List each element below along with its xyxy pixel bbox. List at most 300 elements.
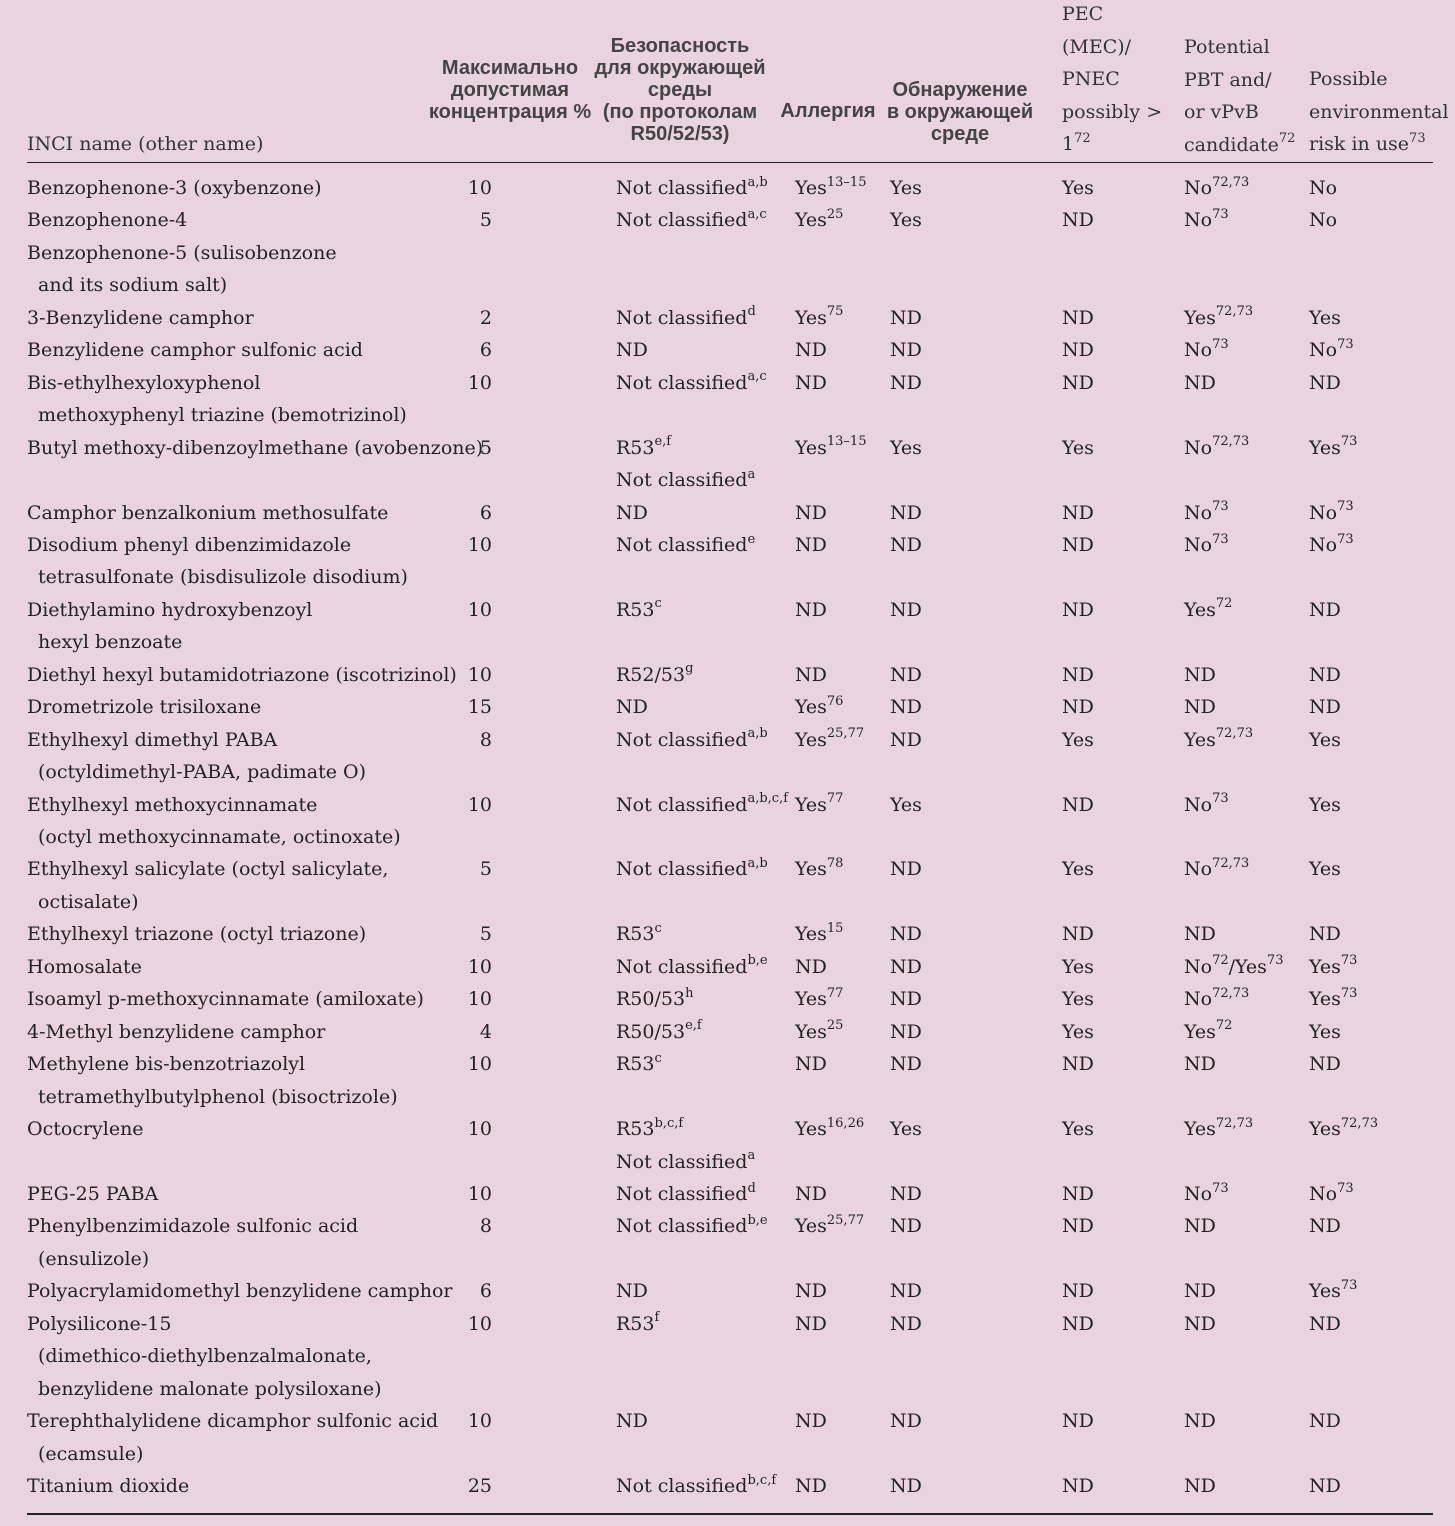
allergy-value: ND	[795, 1410, 827, 1433]
cell-max-concentration: 6	[479, 339, 492, 362]
inci-name-line: Benzophenone-4	[27, 209, 188, 232]
table-row	[0, 853, 1455, 918]
cell-inci-name	[27, 367, 407, 432]
cell-pec-pnec: Yes	[1062, 988, 1094, 1011]
env-safety-line	[616, 464, 755, 497]
cell-allergy	[795, 529, 827, 562]
cell-max-concentration: 10	[467, 663, 492, 686]
cell-allergy	[795, 1178, 827, 1211]
inci-name-line: (octyl methoxycinnamate, octinoxate)	[38, 826, 401, 848]
cell-env-risk	[1309, 529, 1354, 562]
env-risk-value: Yes	[1309, 306, 1341, 329]
cell-allergy	[795, 1405, 827, 1438]
header-pbt-line: Potential	[1184, 36, 1270, 58]
env-risk-value: Yes	[1309, 436, 1341, 459]
cell-max-concentration: 5	[479, 436, 492, 459]
cell-detection: ND	[890, 306, 922, 329]
cell-max-concentration: 8	[479, 728, 492, 751]
inci-name-line: Ethylhexyl methoxycinnamate	[27, 793, 318, 816]
table-row	[0, 1405, 1455, 1470]
cell-max-concentration: 10	[467, 955, 492, 978]
pbt-ref: 72	[1215, 596, 1233, 612]
env-risk-value: No	[1309, 501, 1338, 524]
cell-env-risk	[1309, 659, 1341, 692]
env-safety-value: R53	[616, 598, 655, 621]
cell-pec-pnec: Yes	[1062, 1118, 1094, 1141]
inci-name-line: PEG-25 PABA	[27, 1183, 159, 1205]
env-risk-value: ND	[1309, 1053, 1341, 1076]
cell-inci-name	[27, 918, 366, 951]
cell-detection: ND	[890, 1312, 922, 1335]
cell-pec-pnec: ND	[1062, 1475, 1094, 1497]
env-risk-value: Yes	[1309, 728, 1341, 751]
env-safety-value: Not classified	[616, 177, 748, 199]
cell-max-concentration: 5	[479, 209, 492, 232]
table-row	[0, 1210, 1455, 1275]
pbt-value: ND	[1184, 1215, 1216, 1238]
cell-pec-pnec: ND	[1062, 696, 1094, 719]
inci-name-line: Disodium phenyl dibenzimidazole	[27, 533, 352, 556]
allergy-ref: 76	[826, 693, 844, 709]
pbt-value: ND	[1184, 696, 1216, 719]
env-safety-value: Not classified	[616, 858, 748, 881]
pbt-value: No	[1184, 436, 1213, 459]
allergy-ref: 78	[826, 856, 844, 872]
cell-env-safety	[616, 1113, 755, 1178]
env-risk-value: Yes	[1309, 1118, 1341, 1141]
header-pbt-line: PBT and/	[1184, 68, 1272, 91]
inci-name-line: Octocrylene	[27, 1118, 144, 1141]
cell-allergy	[795, 1048, 827, 1081]
pbt-value: ND	[1184, 1410, 1216, 1433]
env-safety-value: Not classified	[616, 371, 748, 394]
env-risk-value: Yes	[1309, 955, 1341, 978]
cell-pec-pnec: ND	[1062, 1053, 1094, 1076]
env-safety-value: Not classified	[616, 1215, 748, 1238]
table-row	[0, 691, 1455, 724]
pbt-value: ND	[1184, 1280, 1216, 1303]
inci-name-line: Titanium dioxide	[27, 1475, 190, 1497]
cell-env-safety	[616, 918, 662, 951]
env-risk-value: No	[1309, 1183, 1338, 1205]
cell-max-concentration: 6	[479, 501, 492, 524]
cell-env-risk	[1309, 204, 1337, 237]
allergy-ref: 25	[826, 1018, 844, 1034]
header-risk	[1309, 63, 1449, 161]
header-env-safety	[592, 35, 768, 145]
allergy-ref: 25,77	[826, 726, 865, 742]
allergy-value: Yes	[795, 1020, 827, 1043]
env-safety-ref: e	[747, 531, 756, 547]
cell-pec-pnec: ND	[1062, 306, 1094, 329]
env-safety-ref: b,e	[747, 1213, 768, 1229]
pbt-value: No	[1184, 209, 1213, 232]
cell-allergy	[795, 432, 866, 465]
cell-pbt	[1184, 594, 1232, 627]
pbt-value: No	[1184, 177, 1213, 199]
env-risk-value: Yes	[1309, 1280, 1341, 1303]
pbt-value: Yes	[1184, 728, 1216, 751]
allergy-ref: 16,26	[826, 1115, 865, 1131]
cell-allergy	[795, 691, 843, 724]
cell-pbt	[1184, 529, 1229, 562]
pbt-ref: 73	[1212, 531, 1229, 547]
allergy-value: Yes	[795, 696, 827, 719]
env-safety-line	[616, 1146, 755, 1179]
header-detection-line: в окружающей	[886, 101, 1034, 123]
env-safety-line	[616, 529, 755, 562]
allergy-value: ND	[795, 1053, 827, 1076]
cell-env-risk	[1309, 951, 1357, 984]
cell-inci-name	[27, 1016, 325, 1049]
cell-env-risk	[1309, 367, 1341, 400]
env-safety-line	[616, 789, 788, 822]
cell-env-safety	[616, 1275, 648, 1308]
cell-max-concentration: 25	[467, 1475, 492, 1497]
cell-detection: Yes	[890, 1118, 922, 1141]
env-safety-value: Not classified	[616, 209, 748, 232]
table-row	[0, 1178, 1455, 1211]
header-pbt	[1184, 31, 1295, 161]
pbt-ref: 73	[1212, 207, 1229, 223]
cell-allergy	[795, 853, 843, 886]
env-safety-value: Not classified	[616, 1183, 748, 1205]
allergy-value: Yes	[795, 436, 827, 459]
allergy-value: Yes	[795, 793, 827, 816]
cell-max-concentration: 10	[467, 1410, 492, 1433]
pbt-ref: 73	[1212, 1180, 1229, 1196]
cell-env-safety	[616, 853, 768, 886]
cell-pbt	[1184, 951, 1283, 984]
env-safety-value: Not classified	[616, 306, 748, 329]
header-pbt-line: or vPvB	[1184, 101, 1259, 123]
env-safety-line	[616, 853, 768, 886]
pbt-value: No	[1184, 793, 1213, 816]
cell-inci-name	[27, 1405, 438, 1470]
pbt-value: No	[1184, 858, 1213, 881]
cell-max-concentration: 10	[467, 533, 492, 556]
cell-inci-name	[27, 237, 337, 302]
header-max-conc-line: Максимально	[441, 57, 579, 79]
allergy-value: ND	[795, 371, 827, 394]
env-safety-value: R52/53	[616, 663, 686, 686]
pbt-value: No	[1184, 533, 1213, 556]
pbt-value: No	[1184, 1183, 1213, 1205]
cell-inci-name	[27, 334, 363, 367]
env-safety-line	[616, 1470, 776, 1503]
pbt-value: /Yes	[1228, 955, 1267, 978]
pbt-ref: 73	[1266, 953, 1284, 969]
env-risk-ref: 73	[1337, 499, 1354, 515]
cell-inci-name	[27, 302, 254, 335]
env-safety-value: Not classified	[616, 793, 748, 816]
header-pec-line: (MEC)/	[1062, 35, 1132, 58]
header-risk-line: Possible	[1309, 68, 1388, 90]
cell-pbt	[1184, 432, 1249, 465]
cell-env-safety	[616, 204, 767, 237]
pbt-ref: 73	[1212, 336, 1229, 352]
pbt-value: Yes	[1184, 1020, 1216, 1043]
inci-name-line: Diethylamino hydroxybenzoyl	[27, 598, 313, 621]
table-row	[0, 951, 1455, 984]
cell-inci-name	[27, 172, 322, 205]
table-row	[0, 237, 1455, 302]
env-safety-ref: a,b	[747, 856, 768, 872]
cell-max-concentration: 10	[467, 988, 492, 1011]
env-safety-ref: a,b	[747, 726, 768, 742]
table-row	[0, 172, 1455, 205]
env-risk-value: No	[1309, 177, 1338, 199]
cell-pbt	[1184, 1470, 1216, 1503]
inci-name-line: Benzophenone-5 (sulisobenzone	[27, 241, 337, 264]
cell-pec-pnec: ND	[1062, 923, 1094, 946]
cell-env-risk	[1309, 983, 1357, 1016]
cell-max-concentration: 10	[467, 177, 492, 199]
cell-pbt	[1184, 1113, 1253, 1146]
env-safety-value: R53	[616, 1312, 655, 1335]
cell-max-concentration: 10	[467, 1118, 492, 1141]
allergy-value: Yes	[795, 177, 827, 199]
cell-env-risk	[1309, 853, 1341, 886]
cell-pec-pnec: ND	[1062, 209, 1094, 232]
header-env-safety-line: Безопасность	[610, 35, 750, 57]
env-risk-value: ND	[1309, 598, 1341, 621]
pbt-ref: 72,73	[1215, 304, 1254, 320]
header-env-safety-line: (по протоколам	[602, 101, 758, 123]
cell-allergy	[795, 983, 843, 1016]
cell-inci-name	[27, 853, 388, 918]
env-safety-ref: e,f	[685, 1018, 702, 1034]
cell-detection: ND	[890, 1020, 922, 1043]
env-safety-value: ND	[616, 1410, 648, 1433]
header-env-safety-line: для окружающей	[594, 57, 766, 79]
inci-name-line: Terephthalylidene dicamphor sulfonic acid	[27, 1410, 439, 1433]
env-risk-ref: 72,73	[1340, 1115, 1379, 1131]
cell-pbt	[1184, 853, 1249, 886]
pbt-ref: 73	[1212, 499, 1229, 515]
env-safety-value: Not classified	[616, 955, 748, 978]
cell-allergy	[795, 594, 827, 627]
env-risk-ref: 73	[1337, 1180, 1354, 1196]
env-safety-value: Not classified	[616, 728, 748, 751]
header-pec-line: PNEC	[1062, 68, 1120, 90]
cell-inci-name	[27, 691, 261, 724]
env-safety-ref: g	[685, 661, 694, 677]
cell-pbt	[1184, 1275, 1216, 1308]
cell-detection: Yes	[890, 209, 922, 232]
cell-env-risk	[1309, 1048, 1341, 1081]
env-safety-value: ND	[616, 696, 648, 719]
header-inci-name: INCI name (other name)	[27, 133, 264, 155]
cell-inci-name	[27, 1275, 453, 1308]
env-safety-line	[616, 691, 648, 724]
cell-detection: ND	[890, 988, 922, 1011]
env-safety-line	[616, 983, 693, 1016]
header-pec-ref: 72	[1074, 130, 1091, 146]
header-pbt-line	[1184, 129, 1295, 162]
pbt-ref: 73	[1212, 791, 1229, 807]
pbt-value: No	[1184, 988, 1213, 1011]
allergy-value: ND	[795, 1475, 827, 1497]
header-pec-line: possibly >	[1062, 100, 1163, 123]
cell-max-concentration: 10	[467, 1053, 492, 1076]
env-safety-value: Not classified	[616, 469, 748, 492]
cell-env-risk	[1309, 302, 1341, 335]
cell-allergy	[795, 302, 843, 335]
allergy-value: ND	[795, 339, 827, 362]
env-safety-value: R53	[616, 436, 655, 459]
inci-name-line: (ecamsule)	[38, 1442, 144, 1465]
pbt-ref: 72,73	[1212, 856, 1250, 872]
cell-allergy	[795, 724, 864, 757]
table-row	[0, 302, 1455, 335]
cell-env-risk	[1309, 1405, 1341, 1438]
cell-pbt	[1184, 1308, 1216, 1341]
cell-pec-pnec: ND	[1062, 533, 1094, 556]
cell-max-concentration: 15	[467, 696, 492, 719]
env-safety-line	[616, 1275, 648, 1308]
cell-pbt	[1184, 204, 1229, 237]
env-risk-value: No	[1309, 533, 1338, 556]
pbt-value: Yes	[1184, 1118, 1216, 1141]
cell-pec-pnec: ND	[1062, 1215, 1094, 1238]
table-row	[0, 1470, 1455, 1503]
header-pbt-ref: 72	[1278, 131, 1296, 147]
cell-detection: ND	[890, 1053, 922, 1076]
cell-pbt	[1184, 918, 1216, 951]
cell-env-safety	[616, 529, 755, 562]
cell-env-safety	[616, 789, 788, 822]
env-safety-ref: a,c	[747, 369, 767, 385]
inci-name-line: 4-Methyl benzylidene camphor	[27, 1020, 326, 1043]
env-safety-line	[616, 724, 768, 757]
cell-inci-name	[27, 1048, 398, 1113]
env-safety-line	[616, 1308, 659, 1341]
cell-pbt	[1184, 1048, 1216, 1081]
inci-name-line: Benzylidene camphor sulfonic acid	[27, 339, 363, 362]
cell-inci-name	[27, 594, 312, 659]
cell-inci-name	[27, 1178, 158, 1211]
env-safety-line	[616, 1016, 702, 1049]
cell-allergy	[795, 1210, 864, 1243]
inci-name-line: Camphor benzalkonium methosulfate	[27, 501, 389, 524]
cell-pbt	[1184, 367, 1216, 400]
table-row	[0, 529, 1455, 594]
table-row	[0, 367, 1455, 432]
cell-env-risk	[1309, 789, 1341, 822]
allergy-ref: 25,77	[826, 1213, 865, 1229]
pbt-ref: 72,73	[1215, 726, 1254, 742]
table-row	[0, 204, 1455, 237]
header-allergy: Аллергия	[780, 100, 876, 122]
header-risk-line	[1309, 128, 1449, 161]
cell-max-concentration: 6	[479, 1280, 492, 1303]
cell-detection: Yes	[890, 177, 922, 199]
cell-env-safety	[616, 172, 768, 205]
env-safety-line	[616, 302, 756, 335]
allergy-value: Yes	[795, 1118, 827, 1141]
env-safety-ref: d	[747, 1180, 756, 1196]
cell-pec-pnec: ND	[1062, 598, 1094, 621]
cell-allergy	[795, 497, 827, 530]
header-pec-value: 1	[1062, 133, 1075, 155]
cell-detection: ND	[890, 1410, 922, 1433]
cell-detection: ND	[890, 696, 922, 719]
env-risk-value: Yes	[1309, 988, 1341, 1011]
inci-name-line: Polyacrylamidomethyl benzylidene camphor	[27, 1280, 453, 1303]
cell-detection: ND	[890, 1183, 922, 1205]
cell-allergy	[795, 789, 843, 822]
cell-env-risk	[1309, 691, 1341, 724]
cell-env-safety	[616, 1048, 662, 1081]
env-safety-line	[616, 1113, 755, 1146]
env-safety-value: Not classified	[616, 1475, 748, 1497]
env-safety-ref: b,c,f	[747, 1472, 777, 1488]
cell-allergy	[795, 1308, 827, 1341]
table-row	[0, 918, 1455, 951]
header-risk-ref: 73	[1409, 130, 1426, 146]
cell-inci-name	[27, 983, 424, 1016]
cell-allergy	[795, 659, 827, 692]
cell-env-safety	[616, 724, 768, 757]
allergy-value: ND	[795, 501, 827, 524]
inci-name-line: methoxyphenyl triazine (bemotrizinol)	[38, 404, 407, 427]
env-safety-line	[616, 1210, 768, 1243]
pbt-value: ND	[1184, 663, 1216, 686]
cell-pec-pnec: ND	[1062, 1280, 1094, 1303]
cell-pbt	[1184, 724, 1253, 757]
inci-name-line: hexyl benzoate	[38, 631, 183, 654]
env-safety-line	[616, 1178, 756, 1211]
cell-detection: ND	[890, 728, 922, 751]
inci-name-line: (ensulizole)	[38, 1247, 150, 1270]
env-safety-line	[616, 1405, 648, 1438]
cell-pbt	[1184, 334, 1229, 367]
cell-pbt	[1184, 172, 1249, 205]
env-safety-line	[616, 594, 662, 627]
cell-pbt	[1184, 497, 1229, 530]
env-risk-value: ND	[1309, 1410, 1341, 1433]
cell-max-concentration: 4	[479, 1020, 492, 1043]
cell-detection: ND	[890, 339, 922, 362]
cell-pec-pnec: Yes	[1062, 955, 1094, 978]
cell-max-concentration: 8	[479, 1215, 492, 1238]
cell-inci-name	[27, 1113, 144, 1146]
cell-env-safety	[616, 367, 767, 400]
inci-name-line: Ethylhexyl dimethyl PABA	[27, 728, 278, 751]
cell-pec-pnec: Yes	[1062, 177, 1094, 199]
header-risk-line: environmental	[1309, 100, 1449, 123]
cell-pbt	[1184, 1178, 1229, 1211]
cell-pec-pnec: Yes	[1062, 728, 1094, 751]
env-risk-value: No	[1309, 339, 1338, 362]
inci-name-line: Isoamyl p-methoxycinnamate (amiloxate)	[27, 988, 424, 1011]
cell-env-risk	[1309, 594, 1341, 627]
table-row	[0, 1308, 1455, 1405]
header-detection-line: среде	[930, 123, 990, 145]
cell-pbt	[1184, 691, 1216, 724]
env-safety-ref: d	[747, 304, 756, 320]
cell-detection: ND	[890, 1215, 922, 1238]
cell-env-safety	[616, 659, 693, 692]
cell-pec-pnec: ND	[1062, 339, 1094, 362]
cell-env-risk	[1309, 1113, 1378, 1146]
allergy-ref: 13–15	[826, 174, 867, 190]
env-risk-value: Yes	[1309, 793, 1341, 816]
cell-detection: Yes	[890, 436, 922, 459]
inci-name-line: Polysilicone-15	[27, 1312, 172, 1335]
cell-env-risk	[1309, 172, 1337, 205]
